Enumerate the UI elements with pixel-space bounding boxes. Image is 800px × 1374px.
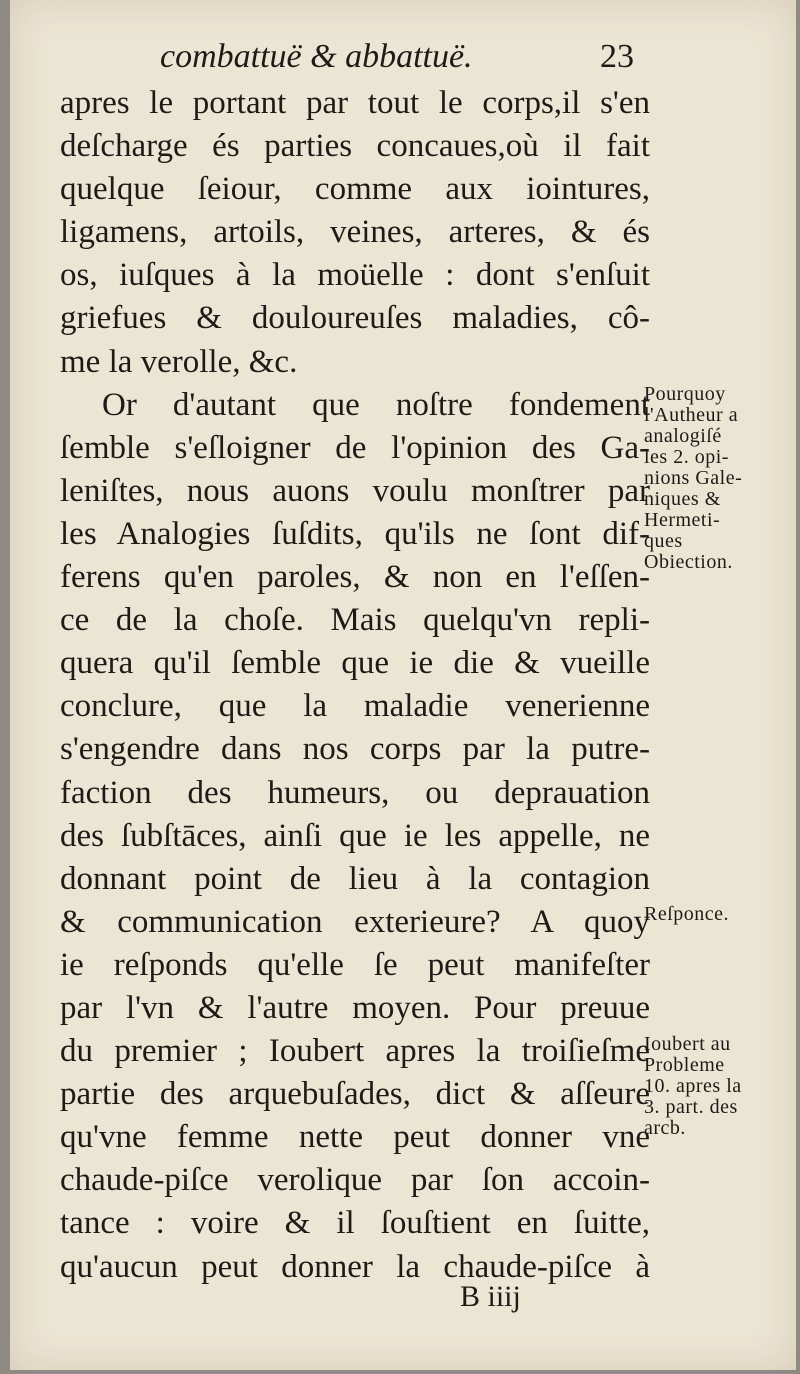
margin-note-analogy <box>644 384 794 573</box>
note-line: ques <box>644 530 683 552</box>
note-line: Hermeti- <box>644 509 721 531</box>
page-header <box>160 38 640 86</box>
text-line: quelque ſeiour, comme aux iointures, <box>60 171 650 208</box>
text-line: qu'aucun peut donner la chaude-piſce à <box>60 1248 650 1285</box>
catchword-signature: B iiij <box>460 1280 521 1313</box>
text-line: ce de la choſe. Mais quelqu'vn repli- <box>60 602 650 639</box>
note-line: niques & <box>644 488 721 510</box>
note-line: les 2. opi- <box>644 446 729 468</box>
text-line: par l'vn & l'autre moyen. Pour preuue <box>60 989 650 1026</box>
note-line: 10. apres la <box>644 1075 742 1097</box>
text-line: & communication exterieure? A quoy <box>60 903 650 940</box>
text-line: leniſtes, nous auons voulu monſtrer par <box>60 472 650 509</box>
note-line: Probleme <box>644 1054 725 1076</box>
note-line: nions Gale- <box>644 467 743 489</box>
text-line: chaude-piſce verolique par ſon accoin- <box>60 1162 650 1199</box>
text-line: griefues & douloureuſes maladies, cô- <box>60 300 650 337</box>
text-line: partie des arquebuſades, dict & aſſeure <box>60 1076 650 1113</box>
text-line: ſemble s'eſloigner de l'opinion des Ga- <box>60 429 650 466</box>
note-line: Obiection. <box>644 551 733 573</box>
text-line: ferens qu'en paroles, & non en l'eſſen- <box>60 559 650 596</box>
text-line: s'engendre dans nos corps par la putre- <box>60 731 650 768</box>
margin-note-response <box>644 904 794 925</box>
text-line: conclure, que la maladie venerienne <box>60 688 650 725</box>
text-line: qu'vne femme nette peut donner vne <box>60 1119 650 1156</box>
note-line: 3. part. des <box>644 1096 738 1118</box>
text-line: quera qu'il ſemble que ie die & vueille <box>60 645 650 682</box>
text-line: os, iuſques à la moüelle : dont s'enſuit <box>60 257 650 294</box>
text-line: des ſubſtāces, ainſi que ie les appelle, ne <box>60 817 650 854</box>
note-line: Ioubert au <box>644 1033 731 1055</box>
note-line: Reſponce. <box>644 903 730 925</box>
note-line: Pourquoy <box>644 383 726 405</box>
page-number: 23 <box>600 38 634 75</box>
text-line: apres le portant par tout le corps,il s'en <box>60 85 650 121</box>
margin-note-joubert <box>644 1034 794 1139</box>
text-line: me la verolle, &c. <box>60 343 298 380</box>
text-line: ie reſponds qu'elle ſe peut manifeſter <box>60 946 650 983</box>
text-line: du premier ; Ioubert apres la troiſieſme <box>60 1033 650 1070</box>
text-line: deſcharge és parties concaues,où il fait <box>60 128 650 165</box>
book-page <box>10 0 796 1370</box>
note-line: l'Autheur a <box>644 404 739 426</box>
main-text-block <box>60 82 650 1289</box>
text-line: tance : voire & il ſouſtient en ſuitte, <box>60 1205 650 1242</box>
text-line: donnant point de lieu à la contagion <box>60 860 650 897</box>
text-line: faction des humeurs, ou deprauation <box>60 774 650 811</box>
note-line: arcb. <box>644 1117 686 1139</box>
running-title: combattuë & abbattuë. <box>160 38 473 75</box>
text-line: les Analogies ſuſdits, qu'ils ne ſont dif- <box>60 515 650 552</box>
note-line: analogiſé <box>644 425 722 447</box>
text-line: Or d'autant que noſtre fondement <box>102 386 650 423</box>
text-line: ligamens, artoils, veines, arteres, & és <box>60 214 650 251</box>
